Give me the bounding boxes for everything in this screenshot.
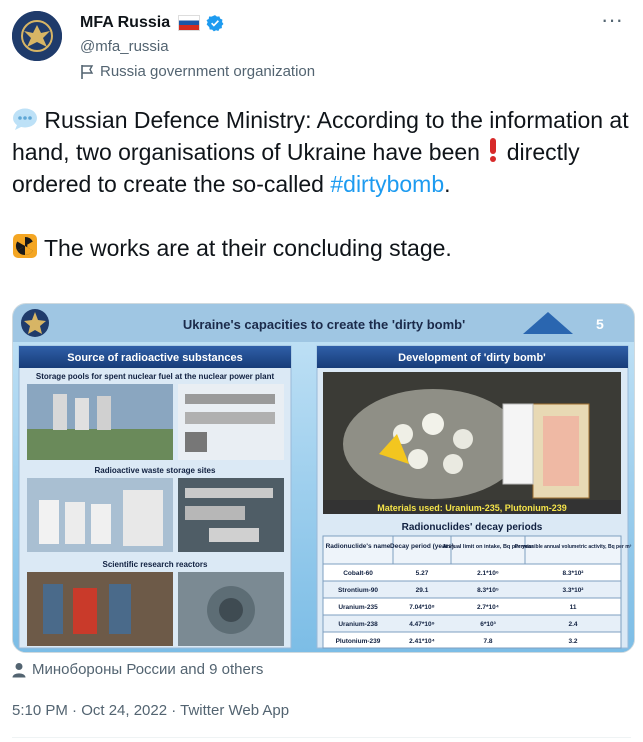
source-label-3: Scientific research reactors <box>102 560 208 569</box>
table-cell: 2.7*10⁴ <box>476 604 500 611</box>
tweet-text-part1: Russian Defence Ministry: According to the information at hand, two organisations of Ukraine have been <box>12 107 629 165</box>
table-cell: 7.04*10⁸ <box>409 604 435 611</box>
table-cell: 8.3*10⁵ <box>477 587 499 594</box>
materials-caption: Materials used: Uranium-235, Plutonium-239 <box>377 503 567 513</box>
flag-icon <box>80 64 94 80</box>
divider <box>12 737 631 738</box>
author-name-row[interactable] <box>80 14 224 32</box>
hashtag-link[interactable]: #dirtybomb <box>330 171 445 197</box>
table-cell: 3.3*10² <box>562 587 584 594</box>
table-cell: 7.8 <box>483 638 493 645</box>
author-name[interactable]: MFA Russia <box>80 14 171 31</box>
tweet-text-part3: . <box>444 171 451 197</box>
slide-page-number: 5 <box>596 316 604 332</box>
right-panel-header: Development of 'dirty bomb' <box>398 352 546 364</box>
liked-by-row[interactable] <box>12 661 263 678</box>
table-header-3: Annual limit on intake, Bq per year <box>442 544 534 550</box>
table-cell: Uranium-235 <box>338 604 378 611</box>
avatar[interactable] <box>12 11 62 61</box>
table-cell: 4.47*10⁹ <box>409 621 435 628</box>
left-panel-header: Source of radioactive substances <box>67 352 243 364</box>
source-label-1: Storage pools for spent nuclear fuel at the nuclear power plant <box>35 372 275 381</box>
table-cell: Plutonium-239 <box>335 638 381 645</box>
table-cell: Strontium-90 <box>337 587 379 594</box>
verified-badge-icon <box>206 14 224 32</box>
slide-graphic <box>13 304 634 652</box>
tweet-text <box>12 104 632 264</box>
slide-title: Ukraine's capacities to create the 'dirty bomb' <box>182 317 466 332</box>
attached-image[interactable] <box>12 303 635 653</box>
liked-by-text[interactable]: Минобороны России and 9 others <box>32 661 264 678</box>
exclamation-icon <box>486 137 500 163</box>
more-options-button[interactable]: ··· <box>601 7 623 32</box>
table-cell: 2.41*10⁴ <box>409 638 435 645</box>
table-cell: 2.4 <box>568 621 578 628</box>
table-cell: 2.1*10⁶ <box>477 570 499 577</box>
table-title: Radionuclides' decay periods <box>401 522 543 533</box>
table-cell: 3.2 <box>568 638 578 645</box>
person-icon <box>12 662 26 678</box>
table-cell: 8.3*10² <box>562 570 584 577</box>
tweet-timestamp[interactable]: 5:10 PM · Oct 24, 2022 · Twitter Web App <box>12 702 290 719</box>
table-header-4: Permissible annual volumetric activity, Bq per m³ <box>514 544 632 550</box>
decay-table <box>323 536 632 648</box>
russia-flag-icon <box>178 15 200 31</box>
source-label-2: Radioactive waste storage sites <box>94 466 216 475</box>
table-cell: 11 <box>569 604 577 611</box>
government-label-text: Russia government organization <box>100 63 316 80</box>
table-header-1: Radionuclide's name <box>325 543 391 550</box>
tweet-text-part2: directly ordered to create the so-called <box>12 139 580 197</box>
table-cell: 5.27 <box>415 570 429 577</box>
tweet-text-line2: The works are at their concluding stage. <box>38 235 452 261</box>
government-label <box>80 63 315 80</box>
table-header-2: Decay period (years) <box>390 543 454 550</box>
speech-bubble-icon <box>12 107 38 131</box>
table-cell: Uranium-238 <box>338 621 378 628</box>
radioactive-icon <box>12 233 38 259</box>
eagle-emblem-icon <box>12 11 62 61</box>
table-cell: 29.1 <box>415 587 429 594</box>
author-handle[interactable]: @mfa_russia <box>80 38 169 55</box>
table-cell: 6*10³ <box>480 621 496 628</box>
table-cell: Cobalt-60 <box>343 570 373 577</box>
